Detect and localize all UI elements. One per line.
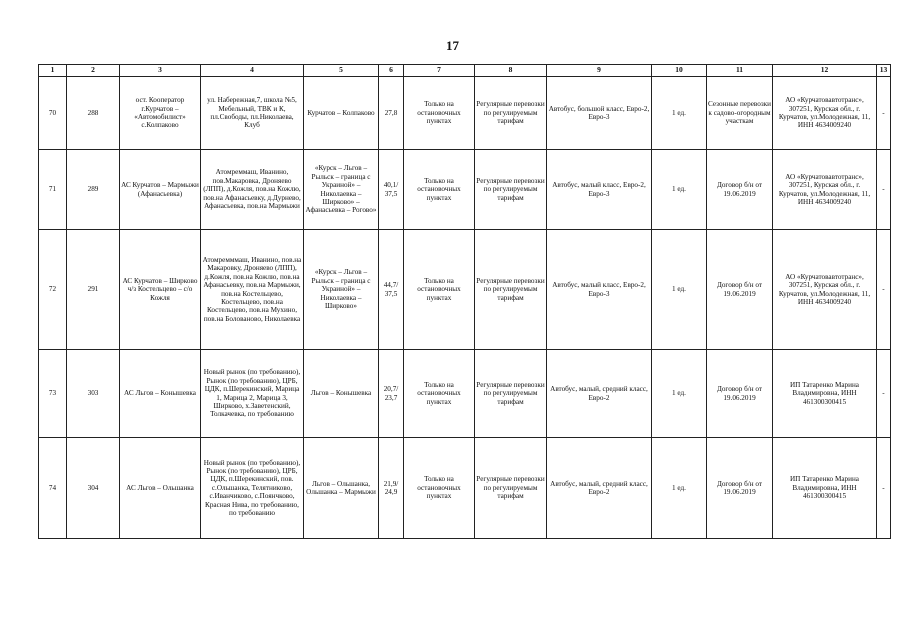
cell-intermediate-stops: Новый рынок (по требованию), Рынок (по требованию), ЦРБ, ЦДК, п.Шерекинский, Марица 1, Марица 2, Марица 3, Ширково, х.Заветенский, Толкачевка, по требованию [201,350,304,438]
column-header-9: 9 [547,65,652,77]
cell-row-number: 72 [39,230,67,350]
cell-transport-type: Регулярные перевозки по регулируемым тарифам [475,150,547,230]
cell-stop-order: Только на остановочных пунктах [404,230,475,350]
cell-transport-type: Регулярные перевозки по регулируемым тарифам [475,77,547,150]
table-body [39,65,891,539]
cell-carrier: ИП Татаренко Марина Владимировна, ИНН 461300300415 [773,438,877,539]
cell-transport-type: Регулярные перевозки по регулируемым тарифам [475,350,547,438]
table-row [39,77,891,150]
cell-notes: - [877,438,891,539]
cell-vehicle-class: Автобус, малый, средний класс, Евро-2 [547,350,652,438]
table-row [39,150,891,230]
column-header-8: 8 [475,65,547,77]
cell-route-number: 291 [67,230,120,350]
cell-vehicle-count: 1 ед. [652,230,707,350]
cell-start-date: Сезонные перевозки к садово-огородным участкам [707,77,773,150]
column-header-6: 6 [379,65,404,77]
cell-carrier: АО «Курчатовавтотранс», 307251, Курская обл., г. Курчатов, ул.Молодежная, 11, ИНН 4634009240 [773,230,877,350]
column-header-12: 12 [773,65,877,77]
table-row [39,438,891,539]
cell-intermediate-stops: ул. Набережная,7, школа №5, Мебельный, ТВК и К, пл.Свободы, пл.Николаева, Клуб [201,77,304,150]
cell-streets-roads: Льгов – Конышевка [304,350,379,438]
cell-intermediate-stops: Атомреммаш, Иванино, пов.Макаровка, Дроняево (ЛПП), д.Кожля, пов.на Кожлю, пов.на Афанасьевку, д.Дурнево, Афанасьевка, пов.на Мармыжи [201,150,304,230]
cell-notes: - [877,150,891,230]
cell-carrier: АО «Курчатовавтотранс», 307251, Курская обл., г. Курчатов, ул.Молодежная, 11, ИНН 4634009240 [773,77,877,150]
cell-transport-type: Регулярные перевозки по регулируемым тарифам [475,230,547,350]
cell-route-name: АС Курчатов – Ширково ч/з Костельцево – с/о Кожля [120,230,201,350]
cell-vehicle-class: Автобус, малый, средний класс, Евро-2 [547,438,652,539]
cell-row-number: 74 [39,438,67,539]
column-header-4: 4 [201,65,304,77]
cell-vehicle-count: 1 ед. [652,150,707,230]
cell-start-date: Договор б/н от 19.06.2019 [707,230,773,350]
cell-start-date: Договор б/н от 19.06.2019 [707,150,773,230]
cell-route-length: 21,9/ 24,9 [379,438,404,539]
cell-vehicle-count: 1 ед. [652,438,707,539]
cell-route-length: 40,1/ 37,5 [379,150,404,230]
cell-streets-roads: Льгов – Ольшанка, Ольшанка – Мармыжи [304,438,379,539]
cell-stop-order: Только на остановочных пунктах [404,350,475,438]
column-header-10: 10 [652,65,707,77]
cell-route-name: АС Льгов – Конышевка [120,350,201,438]
cell-vehicle-count: 1 ед. [652,77,707,150]
cell-route-name: ост. Кооператор г.Курчатов – «Автомобилист» с.Колпаково [120,77,201,150]
cell-notes: - [877,77,891,150]
cell-route-name: АС Льгов – Ольшанка [120,438,201,539]
cell-route-length: 44,7/ 37,5 [379,230,404,350]
column-header-2: 2 [67,65,120,77]
column-header-7: 7 [404,65,475,77]
cell-vehicle-class: Автобус, малый класс, Евро-2, Евро-3 [547,230,652,350]
cell-row-number: 71 [39,150,67,230]
column-header-13: 13 [877,65,891,77]
cell-route-name: АС Курчатов – Мармыжи (Афанасьевка) [120,150,201,230]
cell-start-date: Договор б/н от 19.06.2019 [707,350,773,438]
cell-intermediate-stops: Новый рынок (по требованию), Рынок (по требованию), ЦРБ, ЦДК, п.Шерекинский, пов. с.Ольшанка, Телятниково, с.Иванчиково, с.Поянчково, Красная Нива, по требованию, по требованию [201,438,304,539]
header-row [39,65,891,77]
cell-stop-order: Только на остановочных пунктах [404,150,475,230]
page-number: 17 [446,38,459,53]
cell-vehicle-class: Автобус, малый класс, Евро-2, Евро-3 [547,150,652,230]
cell-stop-order: Только на остановочных пунктах [404,438,475,539]
cell-route-number: 304 [67,438,120,539]
cell-transport-type: Регулярные перевозки по регулируемым тарифам [475,438,547,539]
cell-streets-roads: «Курск – Льгов – Рыльск – граница с Украиной» – Николаевка – Ширково» – Афанасьевка – Рогово» [304,150,379,230]
table-row [39,350,891,438]
column-header-5: 5 [304,65,379,77]
cell-carrier: АО «Курчатовавтотранс», 307251, Курская обл., г. Курчатов, ул.Молодежная, 11, ИНН 4634009240 [773,150,877,230]
cell-route-number: 288 [67,77,120,150]
cell-vehicle-class: Автобус, большой класс, Евро-2, Евро-3 [547,77,652,150]
cell-stop-order: Только на остановочных пунктах [404,77,475,150]
cell-row-number: 70 [39,77,67,150]
cell-vehicle-count: 1 ед. [652,350,707,438]
table-row [39,230,891,350]
cell-streets-roads: «Курск – Льгов – Рыльск – граница с Украиной» – Николаевка – Ширково» [304,230,379,350]
route-registry-table [38,64,891,539]
cell-route-length: 27,8 [379,77,404,150]
cell-streets-roads: Курчатов – Колпаково [304,77,379,150]
cell-carrier: ИП Татаренко Марина Владимировна, ИНН 461300300415 [773,350,877,438]
cell-notes: - [877,350,891,438]
column-header-1: 1 [39,65,67,77]
cell-row-number: 73 [39,350,67,438]
column-header-11: 11 [707,65,773,77]
cell-route-number: 303 [67,350,120,438]
column-header-3: 3 [120,65,201,77]
cell-route-length: 20,7/ 23,7 [379,350,404,438]
cell-start-date: Договор б/н от 19.06.2019 [707,438,773,539]
cell-notes: - [877,230,891,350]
cell-intermediate-stops: Атомремммаш, Иванино, пов.на Макаровку, Дроняево (ЛПП), д.Кожля, пов.на Кожлю, пов.на Афанасьевку, пов.на Мармыжи, пов.на Костельцево, Костельцево, пов.на Костельцево, пов.на Мухино, пов.на Болованово, Николаевка [201,230,304,350]
cell-route-number: 289 [67,150,120,230]
